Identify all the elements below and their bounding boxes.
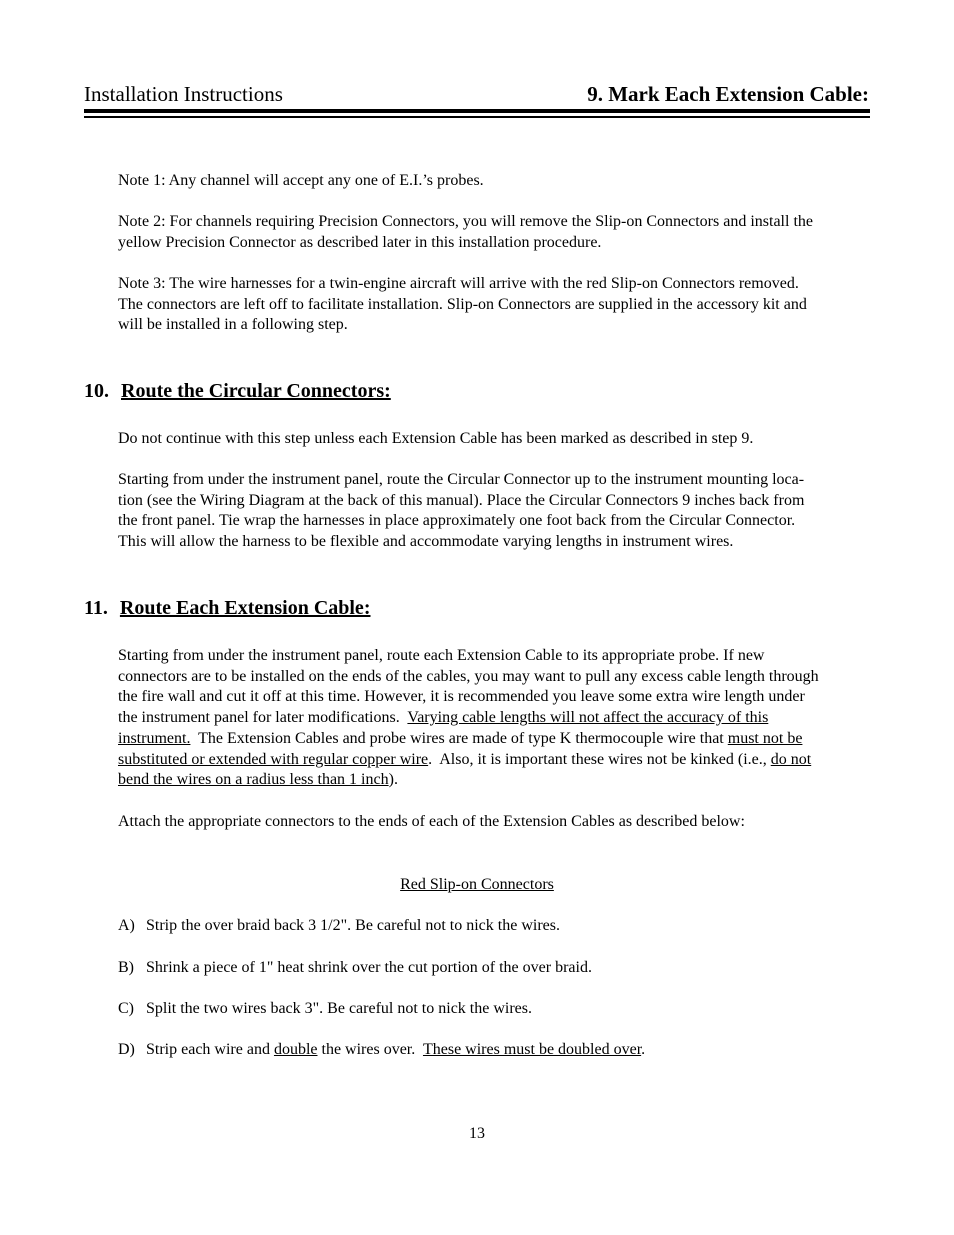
s11-p1-line-7b: ). [388, 771, 398, 789]
step-d-text-c: . [641, 1041, 646, 1058]
section-11-number: 11. [84, 597, 108, 619]
section-11-paragraph-1 [118, 646, 878, 791]
step-d-underlined-2: These wires must be doubled over [422, 1041, 642, 1058]
s11-p1-line-7-underlined: bend the wires on a radius less than 1 inch [118, 771, 389, 789]
section-10-p2-line-1: Starting from under the instrument panel, route the Circular Connector up to the instrument mounting loca- [118, 471, 805, 488]
section-10-title: Route the Circular Connectors: [121, 380, 391, 402]
step-a-label: A) [118, 917, 135, 934]
step-d-label: D) [118, 1041, 135, 1058]
s11-p1-line-1: Starting from under the instrument panel, route each Extension Cable to its appropriate probe. If new [118, 647, 765, 664]
header-rule-thick [84, 109, 870, 113]
note-2-line-2: yellow Precision Connector as described later in this installation procedure. [118, 233, 602, 251]
section-10-p2-line-4: This will allow the harness to be flexible and accommodate varying lengths in instrument wires. [118, 533, 734, 551]
s11-p1-line-2: connectors are to be installed on the ends of the cables, you may want to pull any excess cable length through [118, 667, 819, 685]
s11-p1-line-6-underlined-2: do not [770, 750, 812, 768]
section-11-title: Route Each Extension Cable: [119, 597, 371, 619]
section-10-p2-line-2: tion (see the Wiring Diagram at the back of this manual). Place the Circular Connectors 9 inches back from [118, 491, 805, 509]
step-d [118, 1041, 645, 1059]
note-3-line-3: will be installed in a following step. [118, 316, 348, 334]
step-c-text: Split the two wires back 3". Be careful not to nick the wires. [146, 1000, 532, 1017]
note-3-line-1: Note 3: The wire harnesses for a twin-engine aircraft will arrive with the red Slip-on Connectors removed. [118, 275, 799, 292]
note-2-line-1: Note 2: For channels requiring Precision Connectors, you will remove the Slip-on Connectors and install the [118, 213, 813, 230]
section-10-paragraph-1: Do not continue with this step unless each Extension Cable has been marked as described in step 9. [118, 430, 754, 447]
note-3 [118, 274, 878, 336]
note-3-line-2: The connectors are left off to facilitate installation. Slip-on Connectors are supplied in the accessory kit and [118, 295, 807, 313]
section-11-paragraph-2: Attach the appropriate connectors to the ends of each of the Extension Cables as described below: [118, 813, 745, 830]
step-c [118, 1000, 532, 1018]
s11-p1-line-5-underlined-2: must not be [727, 729, 803, 747]
step-a-text: Strip the over braid back 3 1/2". Be careful not to nick the wires. [146, 917, 560, 934]
subheading-text: Red Slip-on Connectors [400, 876, 554, 893]
step-a [118, 917, 560, 935]
s11-p1-line-4a: the instrument panel for later modifications. [118, 709, 408, 727]
header-title: Installation Instructions [84, 82, 283, 106]
s11-p1-line-4-underlined: Varying cable lengths will not affect the accuracy of this [407, 709, 769, 727]
section-10-p2-line-3: the front panel. Tie wrap the harnesses in place approximately one foot back from the Circular Connector. [118, 512, 796, 530]
section-10-number: 10. [84, 380, 109, 402]
note-2 [118, 212, 878, 253]
step-b [118, 959, 592, 977]
section-11-heading [84, 597, 370, 620]
s11-p1-line-5-underlined: instrument. [118, 729, 191, 747]
step-b-text: Shrink a piece of 1" heat shrink over the cut portion of the over braid. [146, 959, 592, 976]
step-b-label: B) [118, 959, 134, 976]
subheading-red-slip-on [0, 876, 954, 894]
step-d-underlined-1: double [273, 1041, 318, 1058]
header-rule-thin [84, 116, 870, 118]
step-d-text-b: the wires over. [317, 1041, 423, 1058]
step-d-text-a: Strip each wire and [146, 1041, 274, 1058]
step-c-label: C) [118, 1000, 134, 1017]
s11-p1-line-6-underlined: substituted or extended with regular copper wire [118, 750, 429, 768]
s11-p1-line-6b: . Also, it is important these wires not be kinked (i.e., [428, 750, 771, 768]
note-1: Note 1: Any channel will accept any one of E.I.’s probes. [118, 172, 484, 189]
header-section-title: 9. Mark Each Extension Cable: [587, 82, 869, 106]
s11-p1-line-5b: The Extension Cables and probe wires are made of type K thermocouple wire that [190, 729, 728, 747]
section-10-paragraph-2 [118, 470, 878, 553]
s11-p1-line-3: the fire wall and cut it off at this time. However, it is recommended you leave some extra wire length under [118, 688, 805, 706]
page-number: 13 [469, 1125, 485, 1142]
section-10-heading [84, 380, 391, 403]
